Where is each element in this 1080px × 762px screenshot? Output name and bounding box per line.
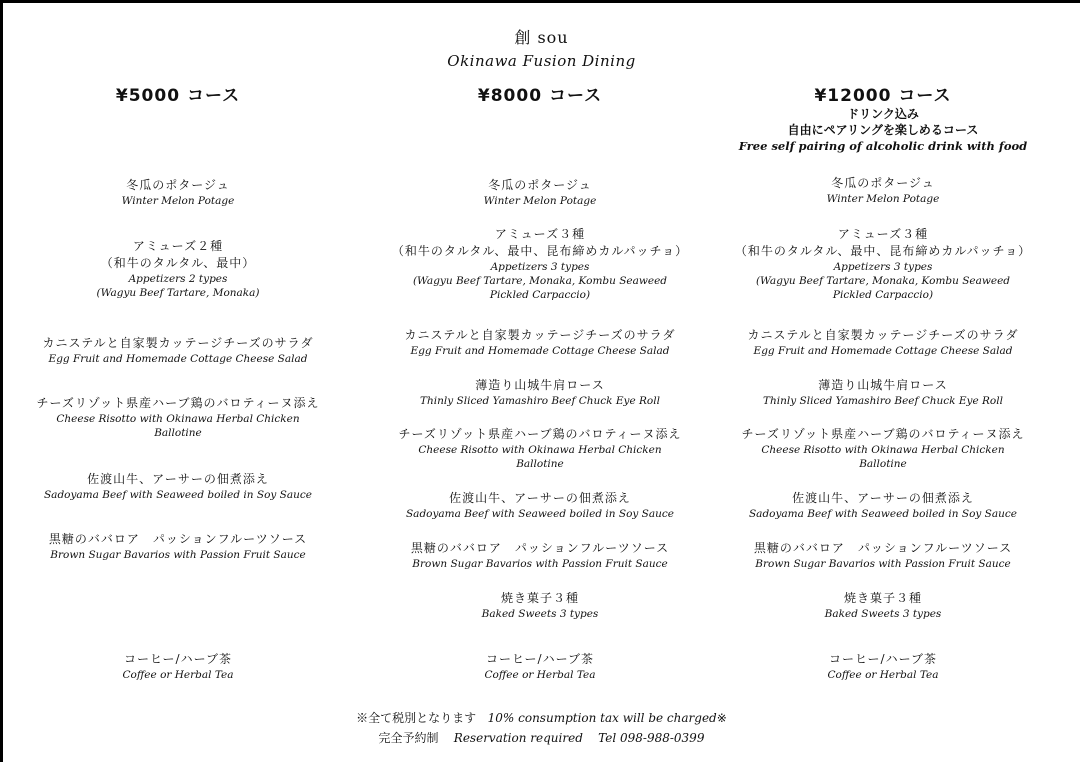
item-en: Baked Sweets 3 types — [481, 608, 599, 620]
course-title: ¥12000 コース — [814, 86, 952, 106]
item-jp: 薄造り山城牛肩ロース — [818, 378, 948, 392]
course-item — [713, 327, 1053, 358]
item-jp: 薄造り山城牛肩ロース — [475, 378, 605, 392]
course-item — [375, 590, 705, 621]
item-jp-detail: （和牛のタルタル、最中、昆布締めカルパッチョ） — [391, 244, 689, 258]
item-jp: 冬瓜のポタージュ — [126, 178, 230, 192]
course-title: ¥5000 コース — [115, 86, 241, 106]
item-jp-detail: （和牛のタルタル、最中） — [100, 256, 256, 270]
item-en: Coffee or Herbal Tea — [122, 669, 234, 681]
item-jp: 焼き菓子３種 — [500, 591, 579, 605]
item-jp: コーヒー/ハーブ茶 — [829, 652, 937, 666]
item-jp: アミューズ２種 — [132, 239, 224, 253]
course-item — [375, 540, 705, 571]
course-pairing-en: Free self pairing of alcoholic drink with food — [738, 139, 1028, 153]
reservation-jp: 完全予約制 — [378, 731, 439, 745]
course-item — [375, 226, 705, 302]
item-en: Winter Melon Potage — [121, 195, 235, 207]
course-item — [33, 335, 323, 366]
item-jp: 佐渡山牛、アーサーの佃煮添え — [449, 491, 631, 505]
item-jp: コーヒー/ハーブ茶 — [124, 652, 232, 666]
item-en-detail: Pickled Carpaccio) — [832, 289, 934, 301]
item-en: Brown Sugar Bavarios with Passion Fruit Sauce — [755, 558, 1011, 570]
course-item — [375, 327, 705, 358]
item-en-detail: (Wagyu Beef Tartare, Monaka, Kombu Seaweed — [412, 275, 668, 287]
item-en: Appetizers 3 types — [833, 261, 933, 273]
course-item — [713, 540, 1053, 571]
course-item — [33, 651, 323, 682]
item-jp: カニステルと自家製カッテージチーズのサラダ — [42, 336, 314, 350]
course-item — [713, 426, 1053, 471]
course-12000 — [713, 81, 1053, 681]
reservation-note — [3, 729, 1080, 746]
item-en: Coffee or Herbal Tea — [484, 669, 596, 681]
item-jp: 冬瓜のポタージュ — [831, 176, 935, 190]
course-item — [375, 490, 705, 521]
course-item — [33, 177, 323, 208]
item-jp: カニステルと自家製カッテージチーズのサラダ — [404, 328, 676, 342]
item-jp: アミューズ３種 — [494, 227, 586, 241]
item-en: Egg Fruit and Homemade Cottage Cheese Salad — [410, 345, 670, 357]
item-en: Cheese Risotto with Okinawa Herbal Chicken — [418, 444, 662, 456]
course-item — [375, 651, 705, 682]
course-item — [713, 175, 1053, 206]
item-en: Egg Fruit and Homemade Cottage Cheese Salad — [48, 353, 308, 365]
item-jp: 冬瓜のポタージュ — [488, 178, 592, 192]
item-en: Cheese Risotto with Okinawa Herbal Chicken — [761, 444, 1005, 456]
item-en: Thinly Sliced Yamashiro Beef Chuck Eye Roll — [763, 395, 1003, 407]
course-5000 — [33, 81, 323, 681]
course-item — [713, 651, 1053, 682]
item-jp: コーヒー/ハーブ茶 — [486, 652, 594, 666]
item-en: Baked Sweets 3 types — [824, 608, 942, 620]
item-jp: 焼き菓子３種 — [843, 591, 922, 605]
item-jp: チーズリゾット県産ハーブ鶏のバロティーヌ添え — [398, 427, 682, 441]
item-en: Sadoyama Beef with Seaweed boiled in Soy Sauce — [43, 489, 312, 501]
course-item — [375, 177, 705, 208]
item-en: Cheese Risotto with Okinawa Herbal Chicken — [56, 413, 300, 425]
tax-note-jp: ※全て税別となります — [356, 711, 477, 725]
item-en: Winter Melon Potage — [483, 195, 597, 207]
reservation-en: Reservation required — [453, 731, 583, 745]
course-item — [713, 377, 1053, 408]
item-jp: 黒糖のババロア パッションフルーツソース — [410, 541, 670, 555]
tax-note-mark: ※ — [716, 711, 727, 725]
tax-note-en: 10% consumption tax will be charged — [487, 711, 717, 725]
item-jp: カニステルと自家製カッテージチーズのサラダ — [747, 328, 1019, 342]
item-en-detail: Ballotine — [859, 458, 907, 470]
item-jp: アミューズ３種 — [837, 227, 929, 241]
restaurant-name: 創 sou — [514, 28, 569, 47]
item-en: Sadoyama Beef with Seaweed boiled in Soy Sauce — [748, 508, 1017, 520]
item-en-detail: Pickled Carpaccio) — [489, 289, 591, 301]
item-en: Brown Sugar Bavarios with Passion Fruit Sauce — [412, 558, 668, 570]
item-jp: チーズリゾット県産ハーブ鶏のバロティーヌ添え — [741, 427, 1025, 441]
course-item — [375, 377, 705, 408]
item-jp: チーズリゾット県産ハーブ鶏のバロティーヌ添え — [36, 396, 320, 410]
course-pairing-jp: 自由にペアリングを楽しめるコース — [787, 123, 979, 137]
item-en: Appetizers 2 types — [128, 273, 228, 285]
course-drink-included: ドリンク込み — [847, 107, 919, 121]
course-item — [713, 226, 1053, 302]
item-jp: 佐渡山牛、アーサーの佃煮添え — [87, 472, 269, 486]
item-en-detail: Ballotine — [516, 458, 564, 470]
phone-number: Tel 098-988-0399 — [598, 731, 705, 745]
item-jp-detail: （和牛のタルタル、最中、昆布締めカルパッチョ） — [734, 244, 1032, 258]
item-jp: 黒糖のババロア パッションフルーツソース — [48, 532, 308, 546]
course-item — [33, 471, 323, 502]
menu-page — [3, 3, 1080, 762]
item-en-detail: (Wagyu Beef Tartare, Monaka, Kombu Seaweed — [755, 275, 1011, 287]
course-title: ¥8000 コース — [477, 86, 603, 106]
course-item — [33, 238, 323, 300]
item-en: Appetizers 3 types — [490, 261, 590, 273]
item-en: Coffee or Herbal Tea — [827, 669, 939, 681]
tax-note — [3, 709, 1080, 726]
course-item — [713, 590, 1053, 621]
item-en: Thinly Sliced Yamashiro Beef Chuck Eye Roll — [420, 395, 660, 407]
item-en-detail: Ballotine — [154, 427, 202, 439]
item-en: Egg Fruit and Homemade Cottage Cheese Salad — [753, 345, 1013, 357]
item-en: Sadoyama Beef with Seaweed boiled in Soy Sauce — [405, 508, 674, 520]
item-en: Winter Melon Potage — [826, 193, 940, 205]
course-8000 — [375, 81, 705, 681]
course-item — [375, 426, 705, 471]
course-item — [33, 395, 323, 440]
menu-header — [3, 25, 1080, 70]
item-jp: 佐渡山牛、アーサーの佃煮添え — [792, 491, 974, 505]
restaurant-subtitle: Okinawa Fusion Dining — [447, 52, 636, 70]
item-jp: 黒糖のババロア パッションフルーツソース — [753, 541, 1013, 555]
item-en-detail: (Wagyu Beef Tartare, Monaka) — [96, 287, 260, 299]
course-item — [33, 531, 323, 562]
item-en: Brown Sugar Bavarios with Passion Fruit Sauce — [50, 549, 306, 561]
course-item — [713, 490, 1053, 521]
